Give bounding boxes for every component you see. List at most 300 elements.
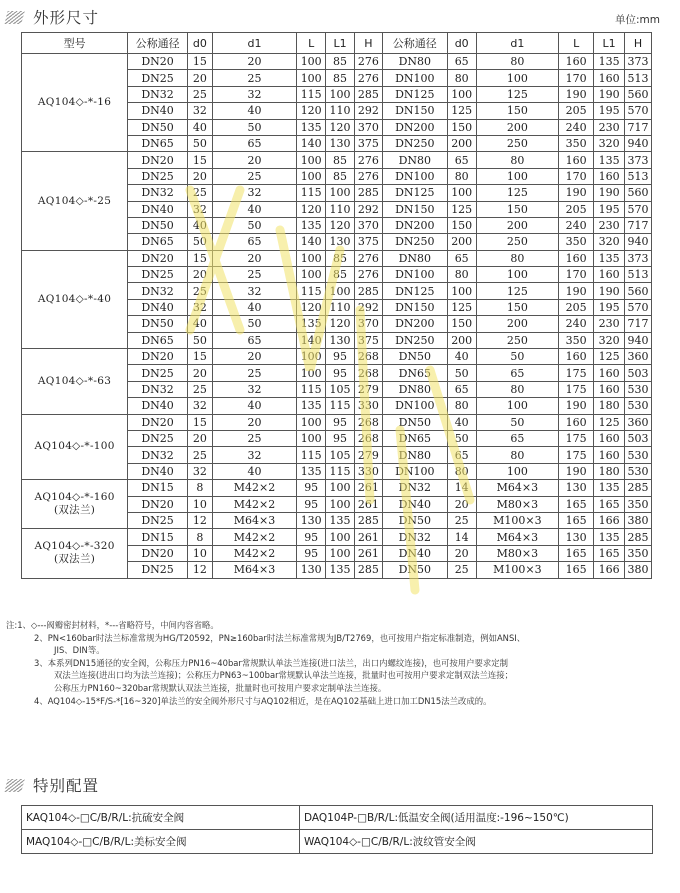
table-cell: 100 xyxy=(326,185,355,201)
table-cell: 100 xyxy=(297,267,326,283)
section-title-special: 特别配置 xyxy=(33,777,100,795)
table-cell: 65 xyxy=(447,250,476,266)
table-row xyxy=(22,349,652,365)
table-cell: DN32 xyxy=(128,185,188,201)
table-row xyxy=(22,250,652,266)
table-cell: 503 xyxy=(625,365,652,381)
table-cell: 115 xyxy=(297,185,326,201)
table-cell: 80 xyxy=(447,267,476,283)
table-cell: M42×2 xyxy=(212,529,297,545)
unit-label: 单位:mm xyxy=(615,14,660,26)
table-cell: 135 xyxy=(297,316,326,332)
table-cell: 95 xyxy=(297,529,326,545)
table-cell: 110 xyxy=(326,299,355,315)
table-cell: 100 xyxy=(297,250,326,266)
table-cell: 380 xyxy=(625,562,652,578)
table-cell: DN20 xyxy=(128,545,188,561)
table-cell: 250 xyxy=(476,234,558,250)
table-cell: 560 xyxy=(625,86,652,102)
table-cell: 20 xyxy=(212,349,297,365)
table-cell: 20 xyxy=(187,267,212,283)
table-cell: 160 xyxy=(594,430,625,446)
table-cell: 25 xyxy=(447,562,476,578)
table-cell: 200 xyxy=(476,217,558,233)
table-cell: 20 xyxy=(212,414,297,430)
table-cell: 160 xyxy=(559,152,594,168)
table-cell: 261 xyxy=(354,545,382,561)
table-cell: 65 xyxy=(447,152,476,168)
table-cell: 40 xyxy=(212,103,297,119)
table-cell: 125 xyxy=(447,201,476,217)
table-cell: 100 xyxy=(447,86,476,102)
table-row xyxy=(22,414,652,430)
table-cell: 15 xyxy=(187,414,212,430)
table-cell: 230 xyxy=(594,217,625,233)
table-cell: DN125 xyxy=(382,283,447,299)
table-cell: 380 xyxy=(625,512,652,528)
table-cell: 65 xyxy=(447,54,476,70)
header-cell: d0 xyxy=(187,33,212,54)
header-cell: L1 xyxy=(594,33,625,54)
table-cell: 20 xyxy=(447,545,476,561)
table-cell: 95 xyxy=(297,545,326,561)
table-cell: 50 xyxy=(187,135,212,151)
table-cell: 120 xyxy=(326,119,355,135)
table-cell: DN200 xyxy=(382,119,447,135)
table-cell: 370 xyxy=(354,316,382,332)
table-cell: 560 xyxy=(625,185,652,201)
table-cell: 100 xyxy=(476,168,558,184)
table-cell: DN65 xyxy=(128,234,188,250)
table-cell: 195 xyxy=(594,201,625,217)
table-cell: 190 xyxy=(559,185,594,201)
table-cell: 180 xyxy=(594,398,625,414)
special-item: MAQ104◇-□C/B/R/L:美标安全阀 xyxy=(22,830,300,854)
table-cell: 285 xyxy=(354,185,382,201)
model-cell xyxy=(22,414,128,480)
table-cell: 100 xyxy=(447,283,476,299)
table-cell: 14 xyxy=(447,529,476,545)
table-cell: 25 xyxy=(187,381,212,397)
table-cell: DN20 xyxy=(128,54,188,70)
table-cell: 350 xyxy=(625,545,652,561)
section-stripe-icon xyxy=(6,11,23,24)
table-cell: 15 xyxy=(187,250,212,266)
table-cell: 285 xyxy=(625,480,652,496)
table-row xyxy=(22,529,652,545)
table-cell: 175 xyxy=(559,447,594,463)
notes-block xyxy=(6,619,674,707)
table-cell: 40 xyxy=(212,398,297,414)
table-cell: 110 xyxy=(326,201,355,217)
table-cell: 8 xyxy=(187,480,212,496)
table-cell: 25 xyxy=(212,267,297,283)
table-cell: 40 xyxy=(447,349,476,365)
table-cell: DN20 xyxy=(128,414,188,430)
table-cell: 285 xyxy=(354,512,382,528)
table-cell: 8 xyxy=(187,529,212,545)
table-cell: DN150 xyxy=(382,299,447,315)
table-cell: M64×3 xyxy=(212,512,297,528)
note-3c: 公称压力PN160~320bar常规默认双法兰连接，批量时也可按用户要求定制单法兰连接。 xyxy=(54,682,387,693)
table-cell: 268 xyxy=(354,365,382,381)
table-cell: 100 xyxy=(476,70,558,86)
table-cell: 513 xyxy=(625,168,652,184)
table-cell: 100 xyxy=(297,54,326,70)
table-cell: 130 xyxy=(297,512,326,528)
table-cell: 100 xyxy=(447,185,476,201)
table-cell: 65 xyxy=(447,381,476,397)
table-cell: 15 xyxy=(187,54,212,70)
table-cell: DN65 xyxy=(382,365,447,381)
table-cell: 115 xyxy=(297,283,326,299)
table-cell: 513 xyxy=(625,267,652,283)
table-cell: 115 xyxy=(326,398,355,414)
table-cell: DN25 xyxy=(128,168,188,184)
table-cell: 50 xyxy=(212,217,297,233)
table-cell: 240 xyxy=(559,217,594,233)
table-cell: 717 xyxy=(625,316,652,332)
table-cell: 160 xyxy=(594,447,625,463)
table-cell: 200 xyxy=(447,234,476,250)
note-2a: 2、PN<160bar时法兰标准常规为HG/T20592，PN≥160bar时法兰标准常规为JB/T2769，也可按用户指定标准制造，例如ANSI、 xyxy=(34,632,526,643)
table-cell: DN50 xyxy=(382,512,447,528)
table-cell: 12 xyxy=(187,562,212,578)
table-cell: 140 xyxy=(297,135,326,151)
table-cell: 175 xyxy=(559,430,594,446)
table-cell: M42×2 xyxy=(212,480,297,496)
table-cell: DN80 xyxy=(382,54,447,70)
table-cell: 240 xyxy=(559,119,594,135)
table-cell: 32 xyxy=(212,86,297,102)
table-cell: 261 xyxy=(354,496,382,512)
table-cell: 373 xyxy=(625,54,652,70)
header-cell: d1 xyxy=(212,33,297,54)
model-cell xyxy=(22,152,128,250)
special-item: KAQ104◇-□C/B/R/L:抗硫安全阀 xyxy=(22,806,300,830)
table-cell: 100 xyxy=(297,168,326,184)
table-cell: 25 xyxy=(212,365,297,381)
table-cell: 940 xyxy=(625,135,652,151)
special-row xyxy=(22,806,653,830)
table-cell: 165 xyxy=(594,545,625,561)
header-cell: 公称通径 xyxy=(128,33,188,54)
table-cell: 180 xyxy=(594,463,625,479)
table-cell: DN40 xyxy=(128,201,188,217)
model-cell xyxy=(22,349,128,415)
table-cell: 50 xyxy=(187,332,212,348)
table-cell: 20 xyxy=(187,365,212,381)
header-cell: L xyxy=(559,33,594,54)
section-stripe-icon xyxy=(6,779,23,792)
table-cell: 570 xyxy=(625,201,652,217)
table-cell: 135 xyxy=(594,250,625,266)
table-cell: 80 xyxy=(476,250,558,266)
table-cell: 330 xyxy=(354,463,382,479)
table-cell: 32 xyxy=(187,299,212,315)
table-cell: 40 xyxy=(212,299,297,315)
table-cell: DN20 xyxy=(128,250,188,266)
table-cell: DN65 xyxy=(128,332,188,348)
table-cell: DN100 xyxy=(382,70,447,86)
table-cell: DN150 xyxy=(382,201,447,217)
table-cell: 160 xyxy=(559,54,594,70)
table-cell: 32 xyxy=(212,381,297,397)
table-cell: 135 xyxy=(594,54,625,70)
table-cell: 135 xyxy=(297,119,326,135)
table-cell: 40 xyxy=(187,119,212,135)
table-cell: 717 xyxy=(625,119,652,135)
table-cell: 150 xyxy=(476,103,558,119)
table-cell: 120 xyxy=(326,217,355,233)
model-name: AQ104◇-*-40 xyxy=(37,292,112,305)
note-4: 4、AQ104◇-15*F/S-*[16~320]单法兰的安全阀外形尺寸与AQ102相近，是在AQ102基础上进口加工DN15法兰改成的。 xyxy=(34,695,492,706)
table-cell: 150 xyxy=(447,316,476,332)
table-cell: 20 xyxy=(187,430,212,446)
table-cell: 370 xyxy=(354,119,382,135)
table-cell: 160 xyxy=(594,365,625,381)
table-cell: 140 xyxy=(297,234,326,250)
table-cell: 350 xyxy=(625,496,652,512)
table-cell: 135 xyxy=(297,217,326,233)
note-2b: JIS、DIN等。 xyxy=(54,645,105,656)
table-cell: 40 xyxy=(447,414,476,430)
section-title-dimensions: 外形尺寸 xyxy=(33,9,100,27)
table-cell: 530 xyxy=(625,463,652,479)
table-cell: 160 xyxy=(594,168,625,184)
table-cell: 80 xyxy=(447,463,476,479)
table-cell: 20 xyxy=(447,496,476,512)
table-cell: 350 xyxy=(559,135,594,151)
table-cell: 940 xyxy=(625,234,652,250)
table-cell: 95 xyxy=(297,496,326,512)
table-cell: M64×3 xyxy=(212,562,297,578)
table-cell: 375 xyxy=(354,135,382,151)
table-cell: 85 xyxy=(326,152,355,168)
table-cell: 276 xyxy=(354,70,382,86)
table-cell: 150 xyxy=(447,119,476,135)
model-cell xyxy=(22,529,128,578)
table-cell: 25 xyxy=(187,185,212,201)
table-cell: DN40 xyxy=(128,463,188,479)
table-cell: DN25 xyxy=(128,562,188,578)
table-cell: DN250 xyxy=(382,135,447,151)
table-cell: 285 xyxy=(354,283,382,299)
table-cell: 10 xyxy=(187,545,212,561)
table-row xyxy=(22,152,652,168)
table-cell: 32 xyxy=(187,103,212,119)
table-cell: 65 xyxy=(476,365,558,381)
table-cell: 285 xyxy=(354,86,382,102)
table-cell: 940 xyxy=(625,332,652,348)
table-cell: DN200 xyxy=(382,217,447,233)
table-cell: 135 xyxy=(326,562,355,578)
table-cell: DN25 xyxy=(128,512,188,528)
table-cell: 100 xyxy=(297,365,326,381)
table-cell: 125 xyxy=(447,299,476,315)
table-cell: DN32 xyxy=(128,381,188,397)
table-cell: 130 xyxy=(326,332,355,348)
table-cell: 165 xyxy=(594,496,625,512)
table-cell: DN15 xyxy=(128,529,188,545)
table-cell: DN40 xyxy=(128,299,188,315)
table-cell: DN40 xyxy=(382,545,447,561)
table-cell: 15 xyxy=(187,349,212,365)
table-cell: 50 xyxy=(476,349,558,365)
table-cell: DN80 xyxy=(382,152,447,168)
table-cell: 50 xyxy=(212,316,297,332)
table-cell: 135 xyxy=(297,463,326,479)
table-cell: 503 xyxy=(625,430,652,446)
table-cell: 200 xyxy=(476,316,558,332)
table-cell: DN65 xyxy=(128,135,188,151)
table-cell: 125 xyxy=(476,86,558,102)
table-cell: 85 xyxy=(326,70,355,86)
table-cell: 135 xyxy=(594,480,625,496)
table-cell: DN50 xyxy=(128,119,188,135)
table-cell: 95 xyxy=(326,430,355,446)
table-cell: 276 xyxy=(354,152,382,168)
table-cell: 320 xyxy=(594,135,625,151)
table-cell: 100 xyxy=(326,283,355,299)
table-cell: 166 xyxy=(594,512,625,528)
table-cell: 530 xyxy=(625,381,652,397)
table-cell: 32 xyxy=(212,185,297,201)
table-cell: 292 xyxy=(354,103,382,119)
table-cell: 115 xyxy=(297,381,326,397)
table-cell: 530 xyxy=(625,447,652,463)
table-cell: 165 xyxy=(559,512,594,528)
table-cell: M64×3 xyxy=(476,480,558,496)
table-cell: 360 xyxy=(625,414,652,430)
table-cell: 100 xyxy=(476,398,558,414)
table-cell: DN40 xyxy=(382,496,447,512)
table-cell: 320 xyxy=(594,234,625,250)
table-row xyxy=(22,480,652,496)
table-cell: 150 xyxy=(476,299,558,315)
table-cell: 14 xyxy=(447,480,476,496)
table-cell: 65 xyxy=(476,430,558,446)
table-cell: DN25 xyxy=(128,70,188,86)
table-cell: 261 xyxy=(354,480,382,496)
table-cell: DN100 xyxy=(382,463,447,479)
header-cell: L1 xyxy=(326,33,355,54)
model-cell xyxy=(22,54,128,152)
table-cell: 65 xyxy=(212,332,297,348)
table-cell: 80 xyxy=(447,398,476,414)
table-cell: 375 xyxy=(354,332,382,348)
table-cell: 25 xyxy=(187,86,212,102)
table-cell: DN20 xyxy=(128,152,188,168)
table-cell: 32 xyxy=(187,201,212,217)
table-cell: DN200 xyxy=(382,316,447,332)
table-cell: 85 xyxy=(326,267,355,283)
table-cell: 261 xyxy=(354,529,382,545)
table-cell: 50 xyxy=(187,234,212,250)
model-name: AQ104◇-*-160 xyxy=(34,491,115,504)
table-cell: 100 xyxy=(326,529,355,545)
table-cell: 320 xyxy=(594,332,625,348)
table-cell: 125 xyxy=(447,103,476,119)
table-cell: 100 xyxy=(326,86,355,102)
table-cell: 190 xyxy=(559,398,594,414)
table-cell: 160 xyxy=(594,70,625,86)
table-cell: 100 xyxy=(297,70,326,86)
table-cell: 32 xyxy=(187,398,212,414)
table-cell: 170 xyxy=(559,267,594,283)
table-cell: 80 xyxy=(476,152,558,168)
table-cell: 135 xyxy=(326,512,355,528)
table-cell: 95 xyxy=(297,480,326,496)
table-cell: 175 xyxy=(559,381,594,397)
table-cell: M42×2 xyxy=(212,496,297,512)
table-cell: 560 xyxy=(625,283,652,299)
table-cell: 65 xyxy=(212,135,297,151)
table-cell: 85 xyxy=(326,168,355,184)
header-cell: d1 xyxy=(476,33,558,54)
table-cell: 100 xyxy=(326,496,355,512)
table-cell: M80×3 xyxy=(476,545,558,561)
table-cell: 115 xyxy=(326,463,355,479)
table-cell: 717 xyxy=(625,217,652,233)
special-config-table xyxy=(21,805,653,854)
table-cell: DN25 xyxy=(128,430,188,446)
table-cell: M64×3 xyxy=(476,529,558,545)
table-row xyxy=(22,54,652,70)
table-cell: 125 xyxy=(476,283,558,299)
header-cell: d0 xyxy=(447,33,476,54)
table-cell: M100×3 xyxy=(476,512,558,528)
table-cell: 105 xyxy=(326,447,355,463)
table-cell: 135 xyxy=(594,152,625,168)
model-subtitle: (双法兰) xyxy=(53,504,96,517)
table-cell: DN65 xyxy=(382,430,447,446)
table-cell: 165 xyxy=(559,545,594,561)
dimensions-table-body xyxy=(22,54,652,579)
table-cell: 160 xyxy=(559,250,594,266)
table-cell: DN15 xyxy=(128,480,188,496)
table-cell: 10 xyxy=(187,496,212,512)
model-cell xyxy=(22,480,128,529)
table-cell: DN20 xyxy=(128,496,188,512)
table-cell: DN25 xyxy=(128,365,188,381)
header-cell: H xyxy=(625,33,652,54)
table-cell: DN80 xyxy=(382,250,447,266)
table-cell: DN32 xyxy=(128,86,188,102)
table-cell: 100 xyxy=(297,414,326,430)
section-header-dimensions xyxy=(6,6,99,28)
table-cell: 130 xyxy=(559,480,594,496)
header-cell: H xyxy=(354,33,382,54)
table-cell: DN40 xyxy=(128,103,188,119)
table-cell: DN25 xyxy=(128,267,188,283)
table-cell: 292 xyxy=(354,201,382,217)
table-cell: M42×2 xyxy=(212,545,297,561)
table-cell: 160 xyxy=(559,349,594,365)
table-cell: 95 xyxy=(326,349,355,365)
table-cell: DN40 xyxy=(128,398,188,414)
table-cell: 140 xyxy=(297,332,326,348)
table-cell: 100 xyxy=(326,480,355,496)
table-cell: 190 xyxy=(594,185,625,201)
table-cell: DN32 xyxy=(128,283,188,299)
table-cell: 530 xyxy=(625,398,652,414)
table-cell: 100 xyxy=(476,267,558,283)
note-1: 注:1、◇---阀瓣密封材料，*---省略符号，中间内容省略。 xyxy=(6,620,219,630)
table-cell: 80 xyxy=(476,381,558,397)
table-cell: DN100 xyxy=(382,267,447,283)
table-cell: 370 xyxy=(354,217,382,233)
